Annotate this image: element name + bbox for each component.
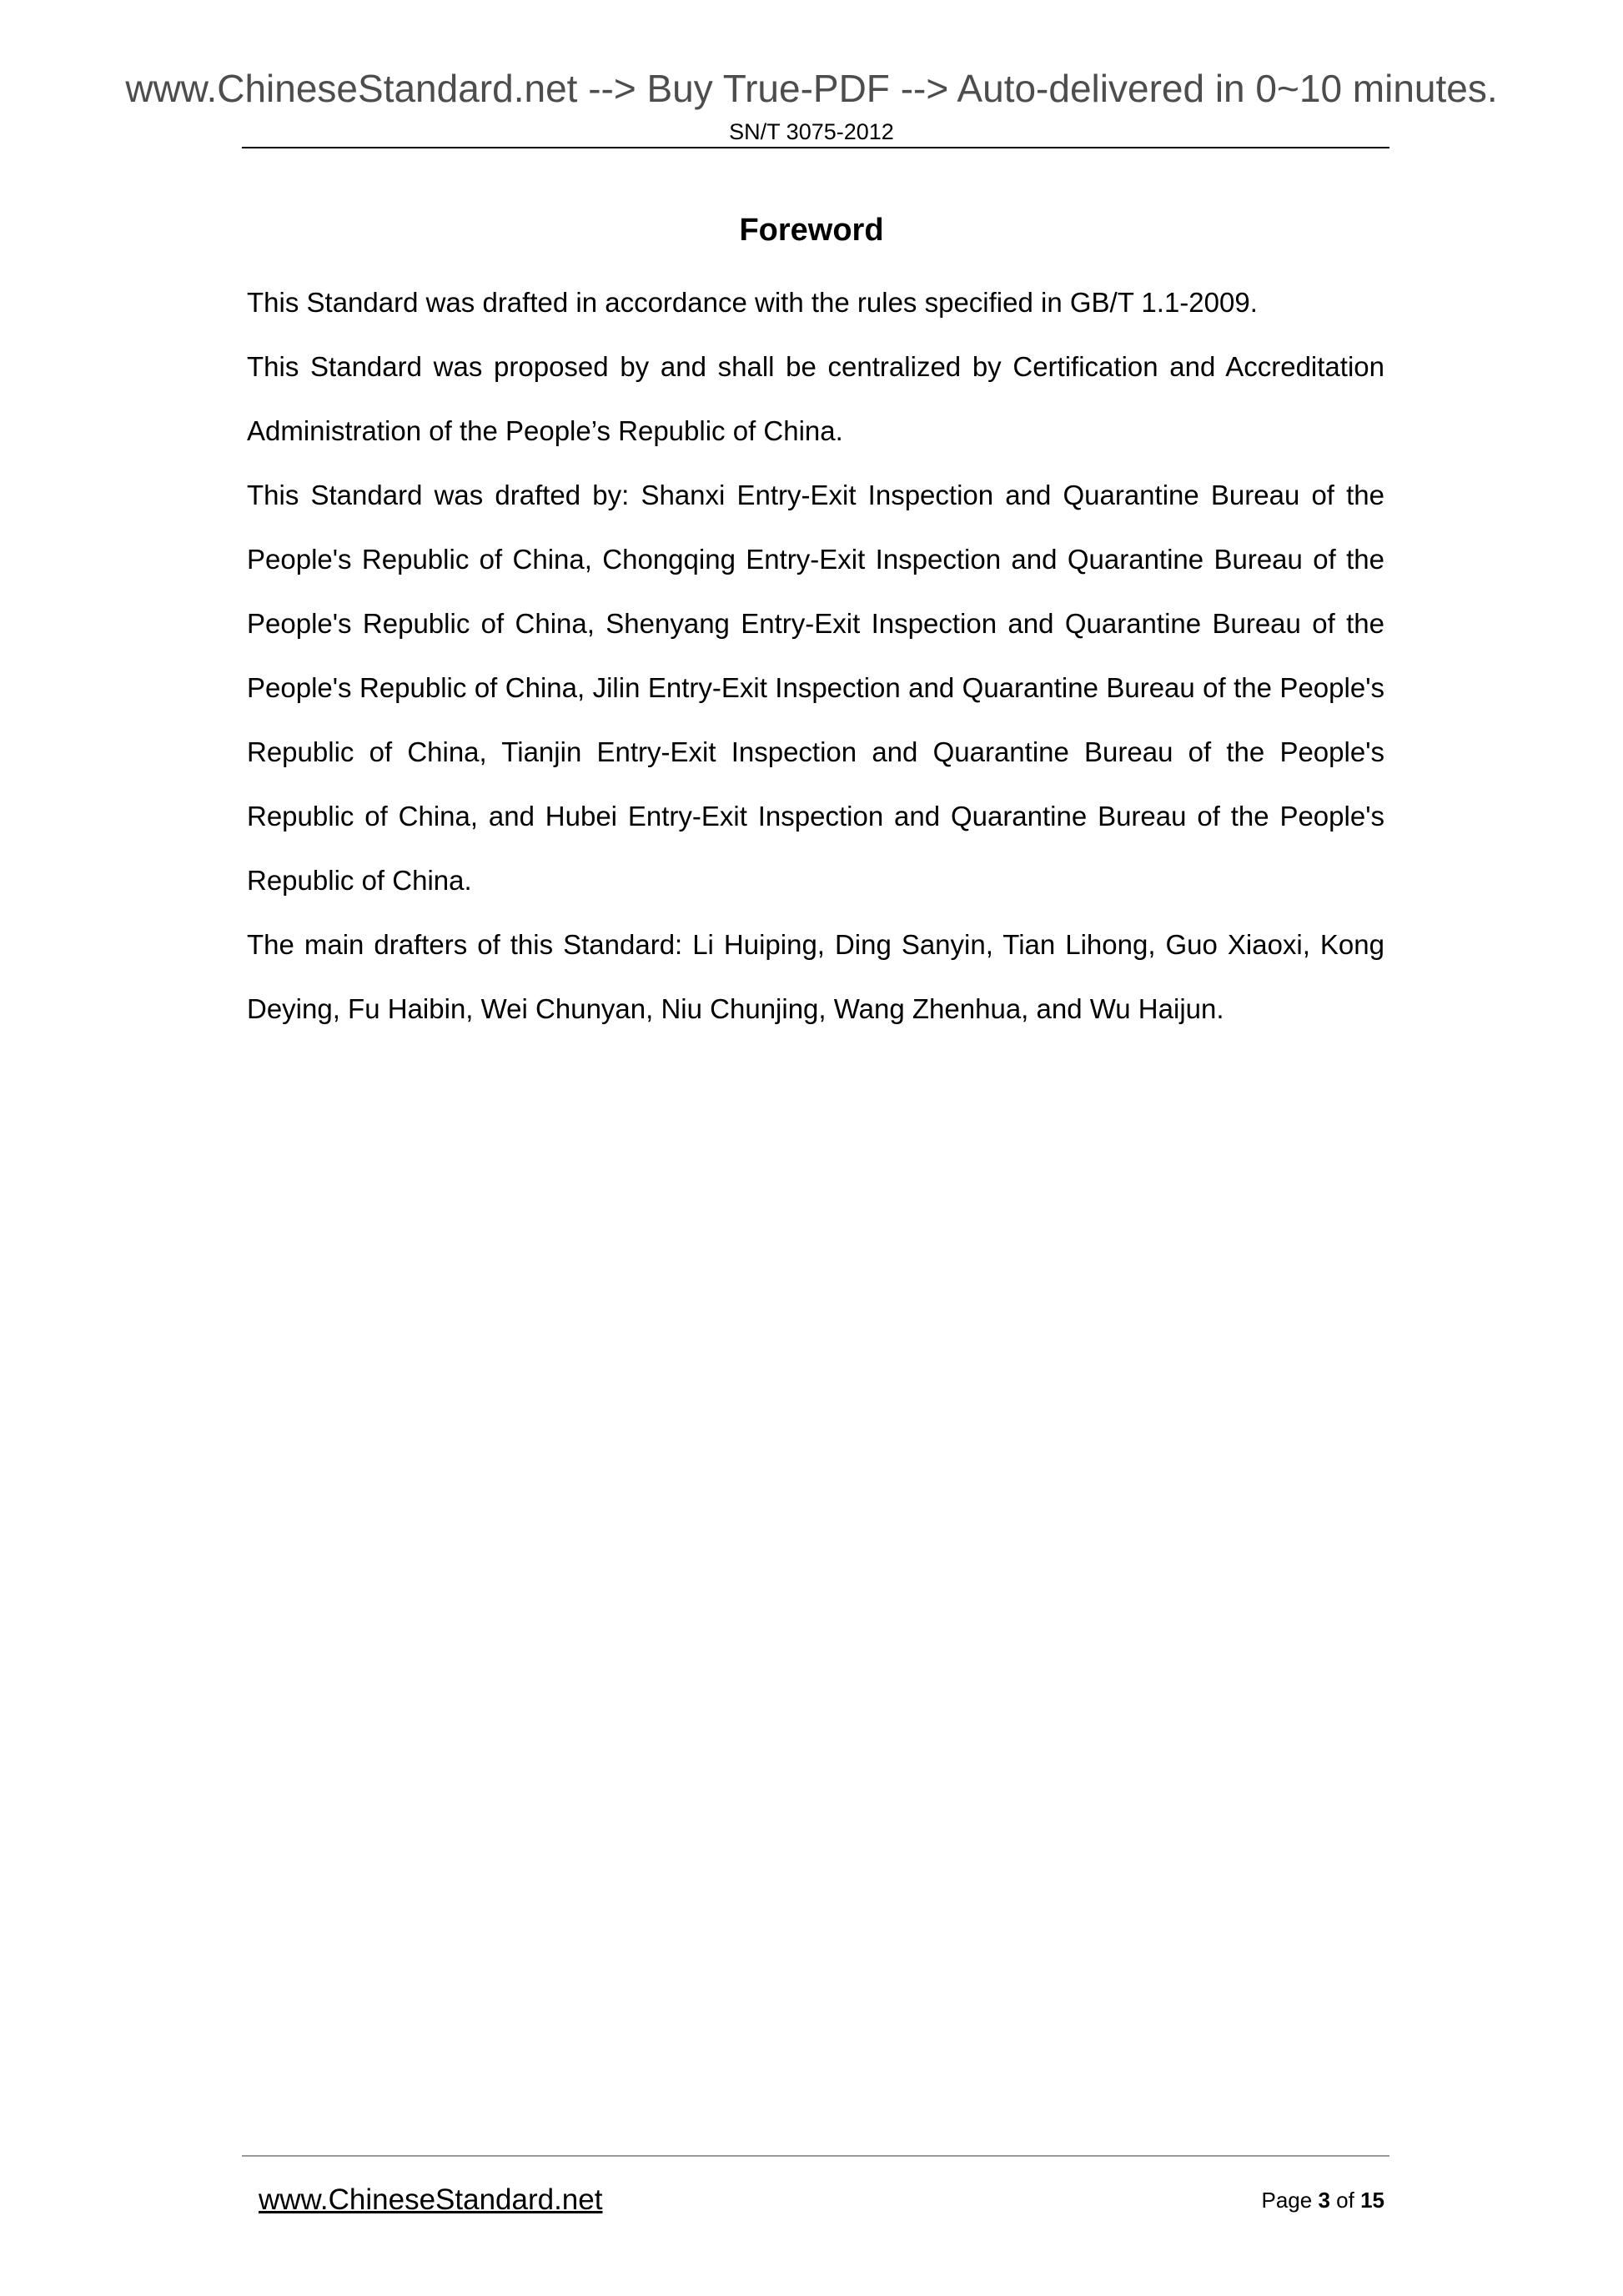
footer-divider (242, 2155, 1389, 2157)
foreword-body (247, 270, 1384, 1041)
page-current: 3 (1318, 2188, 1330, 2213)
paragraph-drafting-rules: This Standard was drafted in accordance with the rules specified in GB/T 1.1-2009. (247, 287, 1258, 318)
footer-website-link[interactable]: www.ChineseStandard.net (259, 2183, 603, 2216)
page-label: Page (1261, 2188, 1313, 2213)
paragraph-main-drafters: The main drafters of this Standard: Li Huiping, Ding Sanyin, Tian Lihong, Guo Xiaoxi, Kong Deying, Fu Haibin, Wei Chunyan, Niu Chunjing, Wang Zhenhua, and Wu Haijun. (247, 929, 1384, 1024)
header-divider (242, 147, 1389, 148)
paragraph-proposed-by: This Standard was proposed by and shall be centralized by Certification and Accreditation Administration of the People’s Republic of China. (247, 351, 1384, 446)
page-of: of (1336, 2188, 1354, 2213)
page-title: Foreword (739, 213, 884, 248)
page-total: 15 (1360, 2188, 1384, 2213)
site-banner[interactable]: www.ChineseStandard.net --> Buy True-PDF --> Auto-delivered in 0~10 minutes. (125, 67, 1498, 110)
page-number (1261, 2185, 1384, 2215)
paragraph-drafted-by: This Standard was drafted by: Shanxi Entry-Exit Inspection and Quarantine Bureau of the People's Republic of China, Chongqing Entry-Exit Inspection and Quarantine Bureau of the People's Republic of China, Shenyang Entry-Exit Inspection and Quarantine Bureau of the People's Republic of China, Jilin Entry-Exit Inspection and Quarantine Bureau of the People's Republic of China, Tianjin Entry-Exit Inspection and Quarantine Bureau of the People's Republic of China, and Hubei Entry-Exit Inspection and Quarantine Bureau of the People's Republic of China. (247, 480, 1384, 896)
document-code: SN/T 3075-2012 (729, 119, 894, 144)
